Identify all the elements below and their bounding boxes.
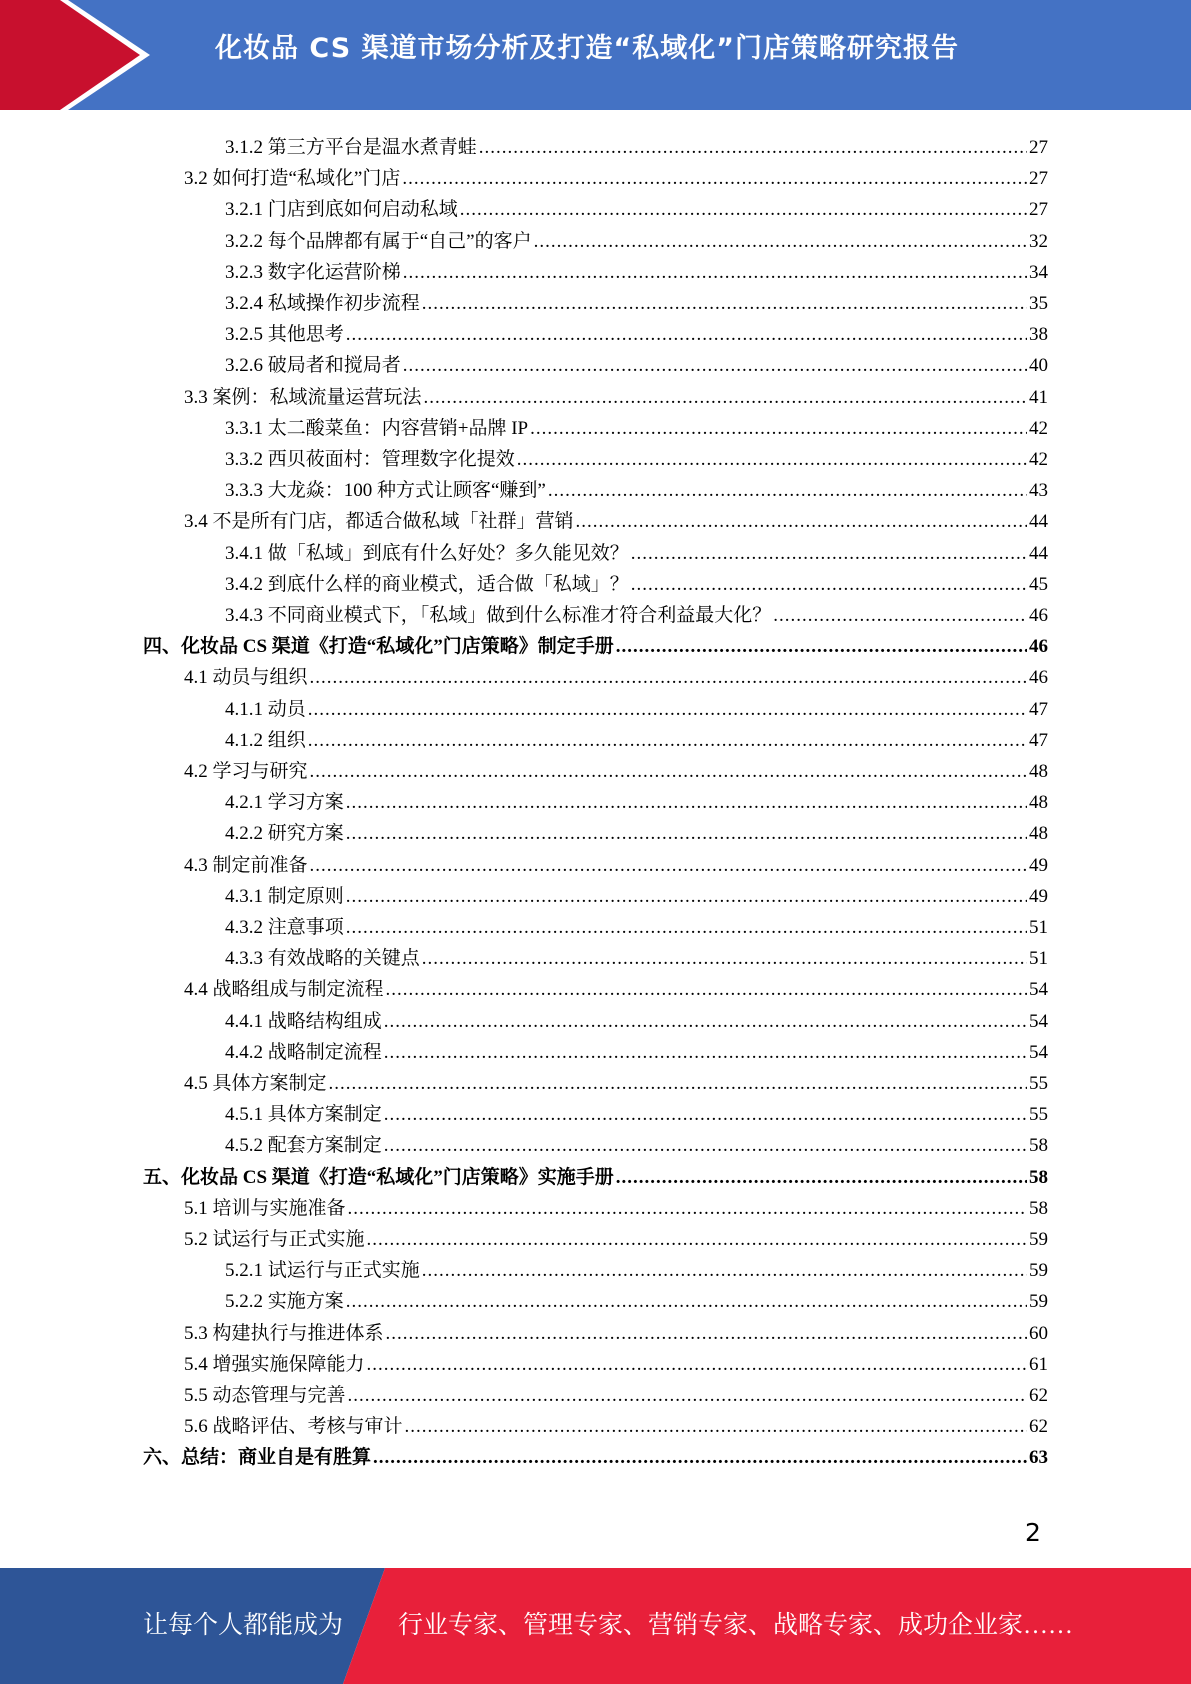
toc-entry-label: 六、总结：商业自是有胜算	[143, 1447, 372, 1469]
toc-entry-page: 49	[1029, 885, 1048, 907]
toc-entry-label: 5.2.1 试运行与正式实施	[225, 1260, 420, 1282]
toc-dot-leader	[386, 1323, 1027, 1345]
toc-dot-leader	[405, 1416, 1027, 1438]
toc-entry-label: 4.4 战略组成与制定流程	[184, 979, 384, 1001]
toc-entry-label: 4.4.1 战略结构组成	[225, 1010, 382, 1032]
toc-entry-page: 51	[1029, 917, 1048, 938]
toc-entry-page: 49	[1029, 854, 1048, 876]
toc-entry-label: 4.5 具体方案制定	[184, 1073, 327, 1094]
toc-entry[interactable]	[184, 752, 1048, 783]
toc-dot-leader	[534, 231, 1027, 253]
toc-entry-label: 3.3.1 太二酸菜鱼：内容营销+品牌 IP	[225, 417, 529, 439]
toc-entry[interactable]	[184, 658, 1048, 689]
toc-entry[interactable]	[225, 939, 1048, 970]
toc-entry[interactable]	[225, 253, 1048, 284]
toc-entry-label: 5.2 试运行与正式实施	[184, 1229, 365, 1250]
toc-entry-label: 3.2.5 其他思考	[225, 324, 344, 346]
toc-dot-leader	[517, 449, 1027, 471]
toc-dot-leader	[367, 1354, 1027, 1376]
toc-entry[interactable]	[225, 814, 1048, 845]
toc-entry[interactable]	[225, 222, 1048, 253]
toc-entry-label: 4.3.3 有效战略的关键点	[225, 948, 420, 970]
toc-entry-page: 54	[1029, 979, 1048, 1001]
toc-dot-leader	[422, 948, 1027, 970]
toc-dot-leader	[310, 855, 1027, 877]
toc-entry-label: 五、化妆品 CS 渠道《打造“私域化”门店策略》实施手册	[143, 1166, 614, 1188]
toc-entry-label: 3.3.3 大龙焱：100 种方式让顾客“赚到”	[225, 480, 546, 502]
toc-dot-leader	[346, 917, 1027, 939]
page-footer	[0, 1568, 1191, 1684]
toc-entry[interactable]	[184, 1220, 1048, 1251]
toc-entry-label: 3.3.2 西贝莜面村：管理数字化提效	[225, 449, 515, 470]
toc-entry-label: 3.2 如何打造“私域化”门店	[184, 168, 401, 190]
footer-slogan-left: 让每个人都能成为	[143, 1612, 344, 1639]
toc-entry-page: 59	[1029, 1229, 1048, 1250]
toc-entry-label: 5.3 构建执行与推进体系	[184, 1322, 384, 1344]
toc-dot-leader	[616, 1167, 1027, 1189]
toc-dot-leader	[631, 543, 1027, 565]
toc-entry-page: 58	[1029, 1135, 1048, 1157]
toc-entry-label: 4.1.1 动员	[225, 698, 306, 720]
toc-dot-leader	[422, 293, 1027, 315]
toc-entry-label: 3.4 不是所有门店，都适合做私域「社群」营销	[184, 511, 574, 533]
toc-entry-page: 48	[1029, 761, 1048, 782]
toc-dot-leader	[386, 979, 1027, 1001]
toc-entry-page: 62	[1029, 1416, 1048, 1438]
toc-entry[interactable]	[184, 1314, 1048, 1345]
toc-entry[interactable]	[184, 970, 1048, 1001]
toc-dot-leader	[329, 1073, 1027, 1095]
toc-entry-label: 3.4.3 不同商业模式下，「私域」做到什么标准才符合利益最大化？	[225, 605, 772, 626]
toc-entry-label: 3.2.6 破局者和搅局者	[225, 355, 401, 377]
toc-entry-page: 54	[1029, 1010, 1048, 1032]
toc-dot-leader	[479, 137, 1027, 159]
toc-entry-label: 3.2.3 数字化运营阶梯	[225, 261, 401, 283]
toc-dot-leader	[403, 262, 1027, 284]
toc-entry[interactable]	[225, 128, 1048, 159]
toc-entry-label: 3.2.1 门店到底如何启动私域	[225, 199, 458, 221]
toc-dot-leader	[346, 1291, 1027, 1313]
toc-entry-page: 27	[1029, 199, 1048, 221]
toc-entry-label: 4.3.1 制定原则	[225, 885, 344, 907]
toc-entry-page: 55	[1029, 1104, 1048, 1126]
toc-entry[interactable]	[184, 378, 1048, 409]
toc-entry-page: 43	[1029, 480, 1048, 502]
toc-dot-leader	[403, 355, 1027, 377]
toc-entry[interactable]	[225, 596, 1048, 627]
toc-entry-label: 5.6 战略评估、考核与审计	[184, 1416, 403, 1438]
toc-entry-page: 58	[1029, 1197, 1048, 1219]
toc-entry[interactable]	[184, 1376, 1048, 1407]
toc-dot-leader	[348, 1198, 1027, 1220]
toc-entry[interactable]	[225, 877, 1048, 908]
toc-entry[interactable]	[225, 783, 1048, 814]
toc-entry-label: 3.4.1 做「私域」到底有什么好处？多久能见效？	[225, 542, 629, 564]
toc-dot-leader	[308, 699, 1027, 721]
toc-entry-page: 55	[1029, 1073, 1048, 1094]
toc-dot-leader	[616, 636, 1027, 658]
toc-entry-label: 4.5.2 配套方案制定	[225, 1135, 382, 1157]
toc-entry-page: 27	[1029, 168, 1048, 190]
toc-entry-page: 48	[1029, 792, 1048, 814]
toc-dot-leader	[310, 761, 1027, 783]
toc-entry-page: 59	[1029, 1291, 1048, 1313]
toc-dot-leader	[346, 324, 1027, 346]
toc-dot-leader	[548, 480, 1027, 502]
toc-entry[interactable]	[184, 502, 1048, 533]
toc-entry-label: 3.2.4 私域操作初步流程	[225, 293, 420, 314]
toc-entry-page: 61	[1029, 1353, 1048, 1375]
toc-entry[interactable]	[225, 721, 1048, 752]
toc-entry-page: 48	[1029, 823, 1048, 845]
toc-entry[interactable]	[184, 1064, 1048, 1095]
toc-entry-label: 四、化妆品 CS 渠道《打造“私域化”门店策略》制定手册	[143, 636, 614, 658]
toc-entry-label: 4.1.2 组织	[225, 729, 306, 751]
toc-entry-label: 4.2.1 学习方案	[225, 792, 344, 814]
toc-dot-leader	[310, 667, 1027, 689]
toc-entry[interactable]	[225, 315, 1048, 346]
toc-entry-label: 4.2.2 研究方案	[225, 823, 344, 845]
toc-entry-page: 41	[1029, 386, 1048, 408]
toc-entry-page: 46	[1029, 636, 1048, 658]
toc-entry[interactable]	[225, 534, 1048, 565]
toc-dot-leader	[384, 1135, 1027, 1157]
toc-entry[interactable]	[184, 159, 1048, 190]
toc-entry[interactable]	[225, 409, 1048, 440]
toc-dot-leader	[402, 168, 1027, 190]
toc-dot-leader	[384, 1042, 1027, 1064]
toc-entry[interactable]	[184, 1345, 1048, 1376]
toc-entry-page: 34	[1029, 261, 1048, 283]
report-title: 化妆品 CS 渠道市场分析及打造“私域化”门店策略研究报告	[215, 33, 960, 64]
header-chevron-graphic	[0, 0, 160, 110]
toc-entry[interactable]	[225, 346, 1048, 377]
toc-dot-leader	[348, 1385, 1027, 1407]
toc-entry-page: 46	[1029, 605, 1048, 626]
toc-dot-leader	[346, 792, 1027, 814]
toc-entry[interactable]	[225, 565, 1048, 596]
toc-dot-leader	[631, 574, 1027, 596]
toc-entry[interactable]	[225, 1095, 1048, 1126]
toc-dot-leader	[367, 1229, 1027, 1251]
toc-entry-page: 42	[1029, 449, 1048, 470]
toc-dot-leader	[424, 387, 1027, 409]
toc-entry-page: 62	[1029, 1385, 1048, 1406]
toc-entry-page: 44	[1029, 542, 1048, 564]
toc-entry-label: 5.2.2 实施方案	[225, 1291, 344, 1313]
toc-entry[interactable]	[225, 1033, 1048, 1064]
toc-entry[interactable]	[225, 440, 1048, 471]
toc-entry-page: 47	[1029, 698, 1048, 720]
toc-entry-label: 3.4.2 到底什么样的商业模式，适合做「私域」？	[225, 573, 629, 595]
toc-entry[interactable]	[184, 1407, 1048, 1438]
toc-entry[interactable]	[184, 846, 1048, 877]
toc-dot-leader	[460, 199, 1027, 221]
toc-dot-leader	[346, 823, 1027, 845]
toc-entry-label: 4.1 动员与组织	[184, 667, 308, 689]
toc-entry-page: 45	[1029, 573, 1048, 595]
toc-entry-page: 46	[1029, 667, 1048, 689]
toc-entry-page: 63	[1029, 1447, 1048, 1469]
toc-entry[interactable]	[225, 908, 1048, 939]
toc-entry-label: 5.4 增强实施保障能力	[184, 1353, 365, 1375]
toc-entry-label: 4.2 学习与研究	[184, 761, 308, 782]
toc-entry[interactable]	[225, 284, 1048, 315]
toc-entry-label: 4.3 制定前准备	[184, 854, 308, 876]
toc-entry[interactable]	[143, 627, 1048, 658]
toc-entry[interactable]	[184, 1189, 1048, 1220]
toc-dot-leader	[576, 511, 1027, 533]
toc-entry[interactable]	[225, 190, 1048, 221]
toc-entry[interactable]	[225, 1126, 1048, 1157]
footer-slogan-right: 行业专家、管理专家、营销专家、战略专家、成功企业家……	[398, 1612, 1074, 1639]
toc-entry-page: 58	[1029, 1166, 1048, 1188]
page-header	[0, 0, 1191, 110]
toc-entry-page: 44	[1029, 511, 1048, 533]
toc-entry[interactable]	[143, 1158, 1048, 1189]
toc-entry-page: 32	[1029, 230, 1048, 252]
toc-entry-page: 47	[1029, 729, 1048, 751]
toc-entry[interactable]	[143, 1438, 1048, 1469]
toc-entry-label: 5.5 动态管理与完善	[184, 1385, 346, 1406]
toc-dot-leader	[773, 605, 1027, 627]
toc-entry-label: 4.4.2 战略制定流程	[225, 1041, 382, 1063]
toc-dot-leader	[530, 418, 1027, 440]
toc-entry-page: 54	[1029, 1041, 1048, 1063]
toc-entry-page: 60	[1029, 1322, 1048, 1344]
toc-entry-page: 42	[1029, 417, 1048, 439]
toc-entry-label: 3.1.2 第三方平台是温水煮青蛙	[225, 137, 477, 158]
toc-entry-page: 27	[1029, 137, 1048, 158]
toc-entry[interactable]	[225, 1282, 1048, 1313]
toc-dot-leader	[422, 1260, 1027, 1282]
toc-entry-label: 4.3.2 注意事项	[225, 917, 344, 938]
toc-entry-label: 3.3 案例：私域流量运营玩法	[184, 386, 422, 408]
toc-entry-page: 40	[1029, 355, 1048, 377]
toc-dot-leader	[384, 1104, 1027, 1126]
toc-entry[interactable]	[225, 471, 1048, 502]
toc-entry[interactable]	[225, 690, 1048, 721]
toc-entry-page: 35	[1029, 293, 1048, 314]
toc-entry-label: 3.2.2 每个品牌都有属于“自己”的客户	[225, 230, 532, 252]
page-number: 2	[1025, 1518, 1041, 1547]
toc-entry[interactable]	[225, 1002, 1048, 1033]
toc-entry-label: 5.1 培训与实施准备	[184, 1197, 346, 1219]
toc-entry-label: 4.5.1 具体方案制定	[225, 1104, 382, 1126]
toc-entry-page: 59	[1029, 1260, 1048, 1282]
toc-entry-page: 51	[1029, 948, 1048, 970]
toc-entry-page: 38	[1029, 324, 1048, 346]
toc-dot-leader	[384, 1011, 1027, 1033]
toc-dot-leader	[308, 730, 1027, 752]
toc-entry[interactable]	[225, 1251, 1048, 1282]
toc-dot-leader	[373, 1447, 1027, 1469]
toc-dot-leader	[346, 886, 1027, 908]
